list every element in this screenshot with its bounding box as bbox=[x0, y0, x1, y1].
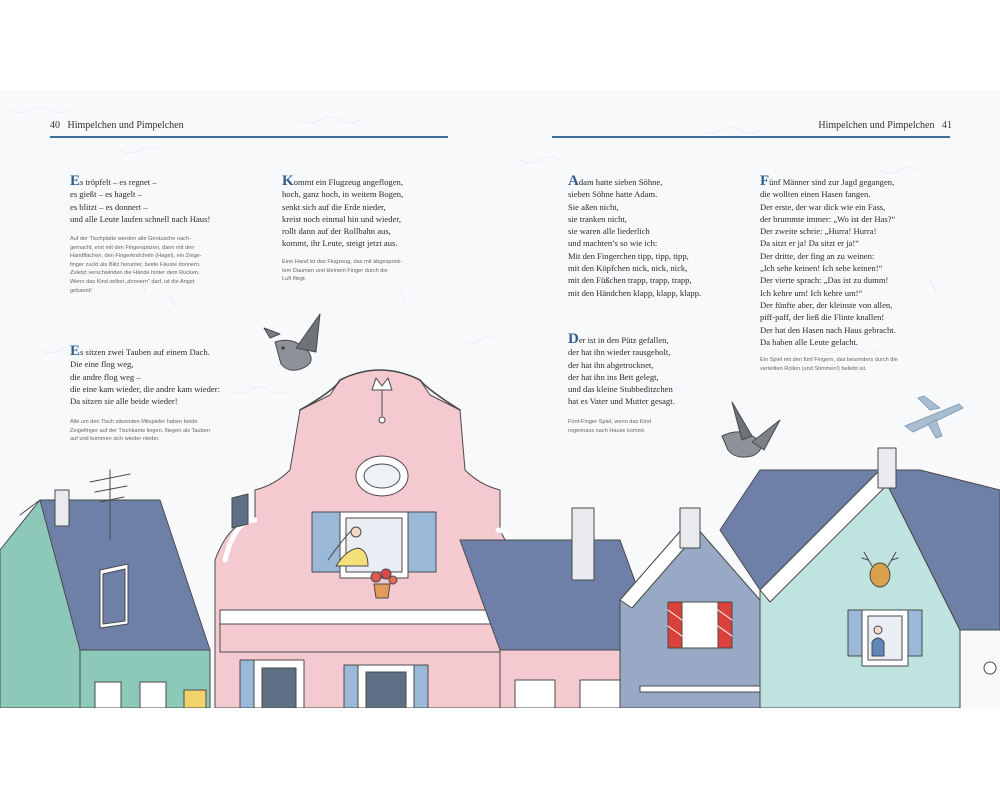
houses-illustration bbox=[0, 90, 1000, 708]
poem-line: mit den Köpfchen nick, nick, nick, bbox=[568, 263, 688, 274]
running-title-left: Himpelchen und Pimpelchen bbox=[67, 120, 184, 131]
poem-line: der hat ihn ins Bett gelegt, bbox=[568, 371, 659, 382]
poem-line: kommt, ihr Leute, steigt jetzt aus. bbox=[282, 238, 398, 249]
poem-line: er ist in den Pütz gefallen, bbox=[578, 335, 669, 345]
poem-line: piff-paff, der ließ die Flinte knallen! bbox=[760, 312, 885, 323]
note-line: gebannt! bbox=[70, 287, 92, 294]
poem-line: die wollten einen Hasen fangen. bbox=[760, 189, 871, 200]
poem-line: Der vierte sprach: „Das ist zu dumm! bbox=[760, 275, 889, 286]
airplane-icon bbox=[905, 396, 963, 438]
poem-line: senkt sich auf die Erde nieder, bbox=[282, 201, 386, 212]
note-line: verteilten Rollen (und Stimmen!) beliebt ist. bbox=[760, 365, 867, 372]
poem-line: mit den Füßchen trapp, trapp, trapp, bbox=[568, 275, 692, 286]
pigeon-icon bbox=[264, 314, 320, 370]
poem-line: dam hatte sieben Söhne, bbox=[578, 177, 663, 187]
note-line: tem Daumen und kleinem Finger durch die bbox=[282, 267, 388, 274]
poem-line: und das kleine Stubbeditzchen bbox=[568, 384, 673, 395]
dropcap: A bbox=[568, 173, 579, 189]
poem-line: Mit den Fingerchen tipp, tipp, tipp, bbox=[568, 250, 689, 261]
poem-line: Der zweite schrie: „Hurra! Hurra! bbox=[760, 226, 877, 237]
pigeon-icon bbox=[722, 402, 780, 457]
note-line: Wenn das Kind selbst „donnern“ darf, ist die Angst bbox=[70, 278, 195, 285]
dropcap: E bbox=[70, 173, 81, 189]
poem-line: es blitzt – es donnert – bbox=[70, 201, 148, 212]
poem-line: Die eine flog weg, bbox=[70, 359, 134, 370]
dropcap: D bbox=[568, 331, 579, 347]
page-number-right: 41 bbox=[942, 120, 952, 131]
poem-line: ommt ein Flugzeug angeflogen, bbox=[293, 177, 403, 187]
note-line: Eine Hand ist das Flugzeug, das mit abgespreiz- bbox=[282, 259, 403, 265]
running-title-right: Himpelchen und Pimpelchen bbox=[818, 120, 935, 131]
note-line: Zuletzt verschwinden die Hände hinter dem Rücken. bbox=[70, 270, 200, 277]
note-line: gemacht, erst mit den Fingerspitzen, dann mit den bbox=[70, 244, 195, 251]
poem-line: s sitzen zwei Tauben auf einem Dach. bbox=[80, 347, 210, 357]
poem-line: sie waren alle liederlich bbox=[568, 226, 650, 237]
poem-line: Da haben alle Leute gelacht. bbox=[760, 336, 859, 347]
poem-line: hat es Vater und Mutter gesagt. bbox=[568, 396, 675, 407]
note-line: finger zuckt als Blitz herunter, beide Fäuste donnern. bbox=[70, 261, 201, 268]
dropcap: F bbox=[760, 173, 770, 189]
poem-line: und machten’s so wie ich: bbox=[568, 238, 658, 249]
poem-line: Da sitzt er ja! Da sitzt er ja!“ bbox=[760, 238, 860, 249]
dropcap: E bbox=[70, 343, 81, 359]
note-line: Handflächen, den Fingerknöcheln (Hagel), ein Zeige- bbox=[70, 253, 202, 260]
poem-line: Der erste, der war dick wie ein Fass, bbox=[760, 201, 886, 212]
poem-line: der hat ihn abgetrocknet, bbox=[568, 359, 654, 370]
book-spread bbox=[0, 90, 1000, 708]
note-line: Auf der Tischplatte werden alle Geräusche nach- bbox=[70, 236, 191, 242]
mint-house bbox=[720, 448, 1000, 708]
teal-house bbox=[0, 490, 210, 708]
poem-line: Der fünfte aber, der kleinste von allen, bbox=[760, 299, 893, 310]
poem-line: der hat ihn wieder rausgeholt, bbox=[568, 347, 671, 358]
poem-line: Ich kehre um! Ich kehre um!“ bbox=[760, 287, 863, 298]
poem-line: sieben Söhne hatte Adam. bbox=[568, 189, 658, 200]
poem-line: kreist noch einmal hin und wieder, bbox=[282, 213, 401, 224]
poem-line: Der dritte, der fing an zu weinen: bbox=[760, 250, 875, 261]
poem-line: sie tranken nicht, bbox=[568, 213, 627, 224]
poem-line: ünf Männer sind zur Jagd gegangen, bbox=[769, 177, 895, 187]
dropcap: K bbox=[282, 173, 294, 189]
poem-line: hoch, ganz hoch, in weitem Bogen, bbox=[282, 189, 404, 200]
note-line: Zeigefinger auf der Tischkante liegen, fliegen als Tauben bbox=[70, 427, 210, 434]
note-line: Fünf-Finger-Spiel, wenn das Kind bbox=[568, 419, 652, 425]
poem-line: die eine kam wieder, die andre kam wieder: bbox=[70, 383, 220, 394]
poem-line: es gießt – es hagelt – bbox=[70, 189, 142, 200]
note-line: regennass nach Hause kommt. bbox=[568, 427, 646, 434]
poem-line: rollt dann auf der Rollbahn aus, bbox=[282, 226, 391, 237]
note-line: Alle um den Tisch sitzenden Mitspieler haben beide bbox=[70, 419, 198, 425]
pink-gable-house bbox=[215, 370, 515, 708]
poem-line: Sie aßen nicht, bbox=[568, 201, 619, 212]
page-number-left: 40 bbox=[50, 120, 60, 131]
poem-line: die andre flog weg – bbox=[70, 371, 141, 382]
poem-line: s tröpfelt – es regnet – bbox=[80, 177, 157, 187]
poem-line: Der hat den Hasen nach Haus gebracht. bbox=[760, 324, 896, 335]
note-line: Ein Spiel mit den fünf Fingern, das besonders durch die bbox=[760, 357, 898, 363]
note-line: Luft fliegt. bbox=[282, 276, 307, 283]
poem-line: und alle Leute laufen schnell nach Haus! bbox=[70, 213, 211, 224]
note-line: auf und kommen sich wieder nieder. bbox=[70, 436, 160, 443]
poem-line: mit den Händchen klapp, klapp, klapp. bbox=[568, 287, 702, 298]
poem-line: Da sitzen sie alle beide wieder! bbox=[70, 396, 178, 407]
poem-line: der brummte immer: „Wo ist der Has?“ bbox=[760, 213, 896, 224]
poem-line: „Ich sehe keinen! Ich sehe keinen!“ bbox=[760, 263, 883, 274]
